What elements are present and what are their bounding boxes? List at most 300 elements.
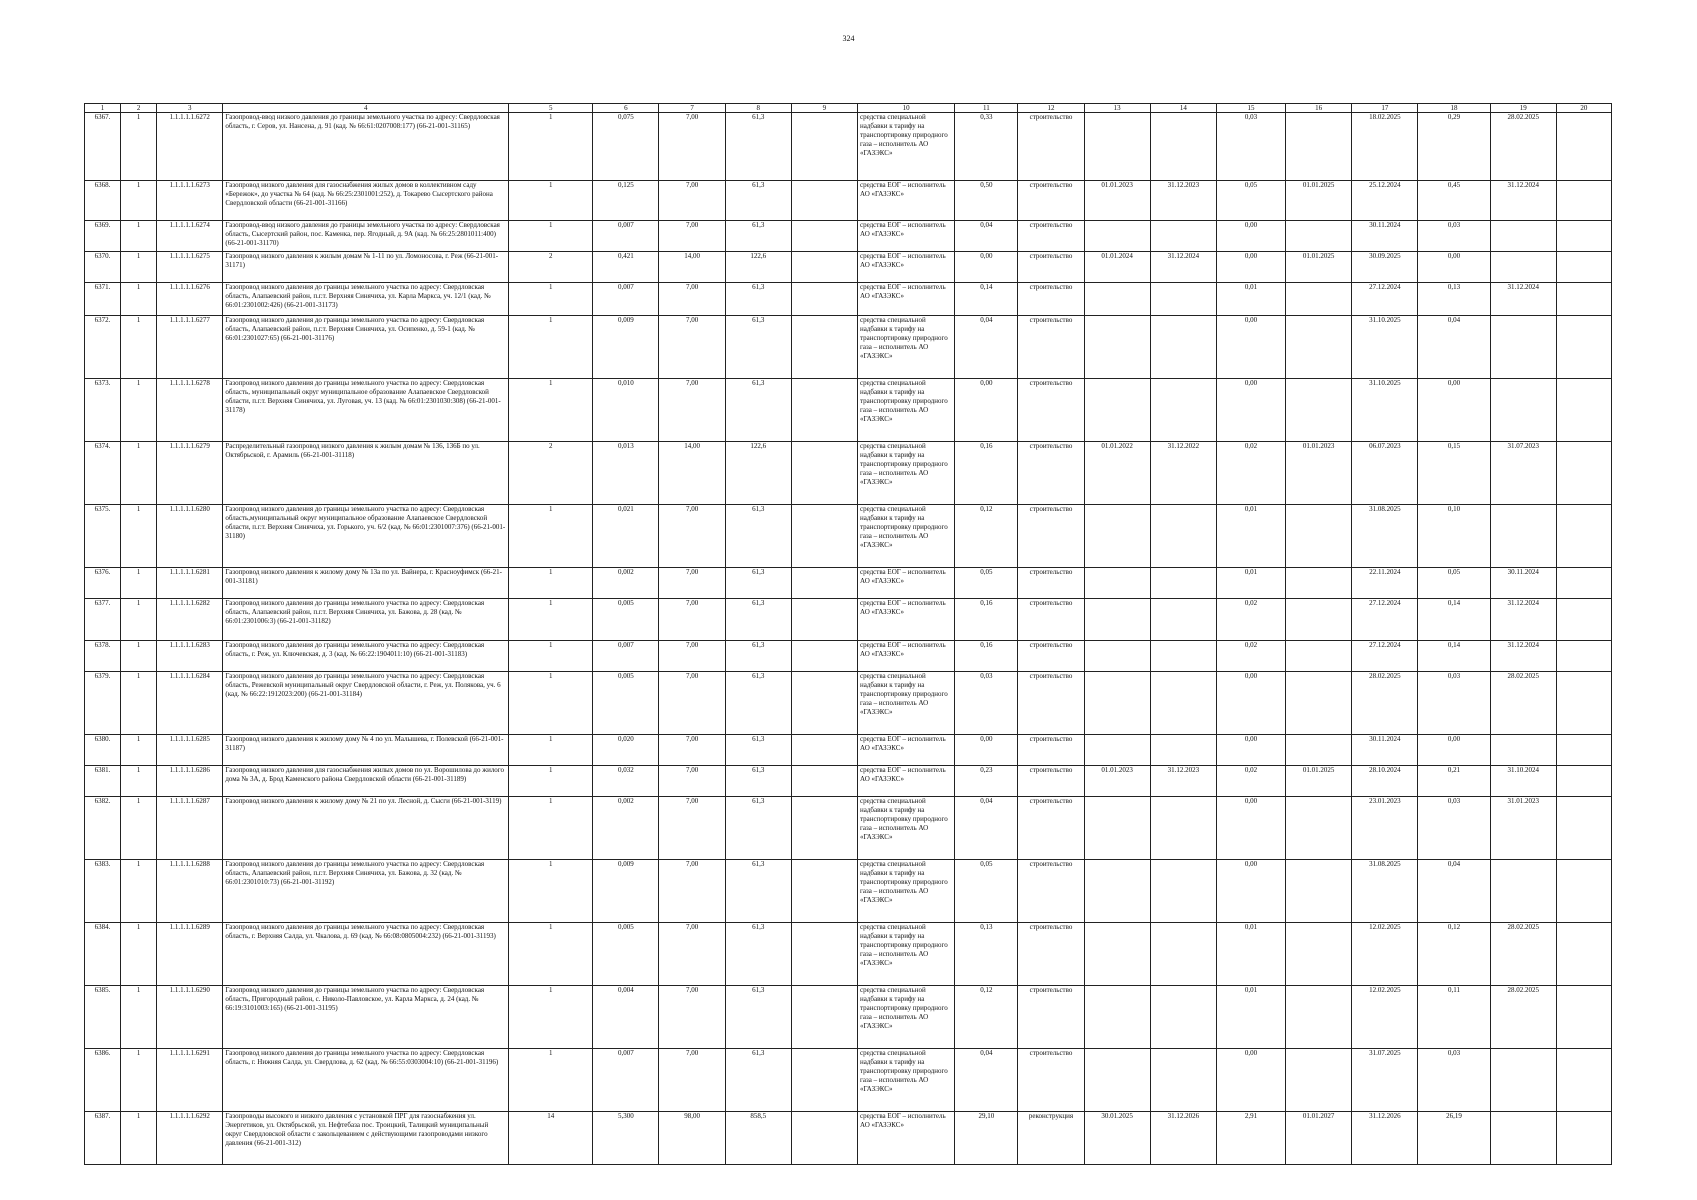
funding-source-cell: средства ЕОГ – исполнитель АО «ГАЗЭКС» xyxy=(858,181,955,221)
col-2-cell: 1 xyxy=(121,181,157,221)
col-20-cell xyxy=(1556,252,1611,283)
work-type-cell: строительство xyxy=(1018,735,1084,766)
object-name-cell: Газопроводы высокого и низкого давления с установкой ПРГ для газоснабжения ул. Энергетиков, ул. Октябрьской, ул. Нефтебаза пос. Троицкий, Талицкий муниципальный округ Свердловской области с закольцеванием с действующими газопроводами низкого давления (66-21-001-312) xyxy=(223,1112,509,1165)
end-date-cell xyxy=(1150,986,1216,1049)
date-19-cell xyxy=(1490,316,1556,379)
date-19-cell: 31.12.2024 xyxy=(1490,181,1556,221)
col-2-cell: 1 xyxy=(121,316,157,379)
row-number-cell: 6383. xyxy=(85,860,121,923)
col-11-cell: 0,00 xyxy=(955,252,1018,283)
col-11-cell: 0,23 xyxy=(955,766,1018,797)
object-code-cell: 1.1.1.1.1.6290 xyxy=(157,986,223,1049)
row-number-cell: 6382. xyxy=(85,797,121,860)
date-19-cell xyxy=(1490,379,1556,442)
end-date-cell: 31.12.2023 xyxy=(1150,766,1216,797)
row-number-cell: 6372. xyxy=(85,316,121,379)
date-19-cell: 31.12.2024 xyxy=(1490,599,1556,641)
row-number-cell: 6379. xyxy=(85,672,121,735)
col-18-cell: 0,14 xyxy=(1418,641,1490,672)
work-type-cell: строительство xyxy=(1018,568,1084,599)
col-18-cell: 0,03 xyxy=(1418,672,1490,735)
work-type-cell: строительство xyxy=(1018,599,1084,641)
col-11-cell: 0,16 xyxy=(955,599,1018,641)
row-number-cell: 6369. xyxy=(85,221,121,252)
funding-source-cell: средства ЕОГ – исполнитель АО «ГАЗЭКС» xyxy=(858,568,955,599)
col-8-cell: 61,3 xyxy=(725,283,791,316)
col-7-cell: 7,00 xyxy=(659,379,725,442)
col-9-cell xyxy=(791,672,857,735)
col-7-cell: 7,00 xyxy=(659,797,725,860)
col-5-cell: 1 xyxy=(509,505,593,568)
table-row xyxy=(85,797,1612,860)
date-17-cell: 18.02.2025 xyxy=(1352,113,1418,181)
object-name-cell: Газопровод низкого давления к жилому дому № 21 по ул. Лесной, д. Сысги (66-21-001-3119) xyxy=(223,797,509,860)
col-15-cell: 0,00 xyxy=(1216,221,1285,252)
col-2-cell: 1 xyxy=(121,252,157,283)
column-header-2: 2 xyxy=(121,104,157,113)
table-row xyxy=(85,505,1612,568)
col-15-cell: 0,00 xyxy=(1216,735,1285,766)
col-8-cell: 61,3 xyxy=(725,316,791,379)
col-20-cell xyxy=(1556,505,1611,568)
object-name-cell: Газопровод низкого давления до границы земельного участка по адресу: Свердловская область, г. Реж, ул. Ключевская, д. 3 (кад. № 66:22:1904011:10) (66-21-001-31183) xyxy=(223,641,509,672)
col-11-cell: 0,50 xyxy=(955,181,1018,221)
col-11-cell: 29,10 xyxy=(955,1112,1018,1165)
date-19-cell: 30.11.2024 xyxy=(1490,568,1556,599)
start-date-cell xyxy=(1084,316,1150,379)
col-16-cell xyxy=(1286,735,1352,766)
funding-source-cell: средства специальной надбавки к тарифу на транспортировку природного газа – исполнитель АО «ГАЗЭКС» xyxy=(858,797,955,860)
row-number-cell: 6384. xyxy=(85,923,121,986)
date-19-cell xyxy=(1490,1049,1556,1112)
end-date-cell xyxy=(1150,221,1216,252)
col-9-cell xyxy=(791,505,857,568)
col-7-cell: 7,00 xyxy=(659,181,725,221)
col-20-cell xyxy=(1556,283,1611,316)
col-7-cell: 7,00 xyxy=(659,568,725,599)
page-number: 324 xyxy=(842,34,855,43)
start-date-cell: 01.01.2023 xyxy=(1084,766,1150,797)
col-6-cell: 0,002 xyxy=(593,568,659,599)
date-17-cell: 27.12.2024 xyxy=(1352,283,1418,316)
funding-source-cell: средства специальной надбавки к тарифу на транспортировку природного газа – исполнитель АО «ГАЗЭКС» xyxy=(858,113,955,181)
col-8-cell: 61,3 xyxy=(725,379,791,442)
col-6-cell: 0,005 xyxy=(593,923,659,986)
object-code-cell: 1.1.1.1.1.6287 xyxy=(157,797,223,860)
start-date-cell: 30.01.2025 xyxy=(1084,1112,1150,1165)
object-name-cell: Газопровод низкого давления до границы земельного участка по адресу: Свердловская область, г. Нижняя Салда, ул. Свердлова, д. 62 (кад. № 66:55:0303004:10) (66-21-001-31196) xyxy=(223,1049,509,1112)
col-8-cell: 61,3 xyxy=(725,221,791,252)
table-row xyxy=(85,1049,1612,1112)
funding-source-cell: средства ЕОГ – исполнитель АО «ГАЗЭКС» xyxy=(858,1112,955,1165)
col-20-cell xyxy=(1556,923,1611,986)
funding-source-cell: средства специальной надбавки к тарифу на транспортировку природного газа – исполнитель АО «ГАЗЭКС» xyxy=(858,923,955,986)
col-5-cell: 1 xyxy=(509,923,593,986)
row-number-cell: 6374. xyxy=(85,442,121,505)
date-17-cell: 28.02.2025 xyxy=(1352,672,1418,735)
date-19-cell xyxy=(1490,735,1556,766)
col-7-cell: 7,00 xyxy=(659,641,725,672)
col-7-cell: 7,00 xyxy=(659,735,725,766)
object-code-cell: 1.1.1.1.1.6281 xyxy=(157,568,223,599)
funding-source-cell: средства специальной надбавки к тарифу на транспортировку природного газа – исполнитель АО «ГАЗЭКС» xyxy=(858,316,955,379)
date-19-cell: 31.10.2024 xyxy=(1490,766,1556,797)
col-2-cell: 1 xyxy=(121,735,157,766)
column-header-3: 3 xyxy=(157,104,223,113)
object-name-cell: Газопровод низкого давления до границы земельного участка по адресу: Свердловская область, г. Верхняя Салда, ул. Чкалова, д. 69 (кад. № 66:08:0805004:232) (66-21-001-31193) xyxy=(223,923,509,986)
col-7-cell: 7,00 xyxy=(659,221,725,252)
col-16-cell: 01.01.2023 xyxy=(1286,442,1352,505)
end-date-cell xyxy=(1150,641,1216,672)
col-20-cell xyxy=(1556,568,1611,599)
col-20-cell xyxy=(1556,316,1611,379)
start-date-cell xyxy=(1084,860,1150,923)
column-header-14: 14 xyxy=(1150,104,1216,113)
col-18-cell: 0,00 xyxy=(1418,379,1490,442)
col-9-cell xyxy=(791,641,857,672)
column-header-11: 11 xyxy=(955,104,1018,113)
col-18-cell: 0,04 xyxy=(1418,860,1490,923)
col-11-cell: 0,16 xyxy=(955,442,1018,505)
end-date-cell xyxy=(1150,599,1216,641)
col-6-cell: 0,009 xyxy=(593,860,659,923)
col-2-cell: 1 xyxy=(121,1112,157,1165)
date-17-cell: 06.07.2023 xyxy=(1352,442,1418,505)
col-20-cell xyxy=(1556,672,1611,735)
col-15-cell: 0,02 xyxy=(1216,641,1285,672)
col-2-cell: 1 xyxy=(121,221,157,252)
funding-source-cell: средства ЕОГ – исполнитель АО «ГАЗЭКС» xyxy=(858,221,955,252)
col-5-cell: 1 xyxy=(509,766,593,797)
row-number-cell: 6378. xyxy=(85,641,121,672)
start-date-cell xyxy=(1084,379,1150,442)
col-20-cell xyxy=(1556,599,1611,641)
col-20-cell xyxy=(1556,1112,1611,1165)
work-type-cell: строительство xyxy=(1018,221,1084,252)
col-11-cell: 0,04 xyxy=(955,316,1018,379)
col-18-cell: 0,04 xyxy=(1418,316,1490,379)
start-date-cell xyxy=(1084,221,1150,252)
work-type-cell: строительство xyxy=(1018,505,1084,568)
object-code-cell: 1.1.1.1.1.6280 xyxy=(157,505,223,568)
col-16-cell xyxy=(1286,797,1352,860)
col-16-cell xyxy=(1286,641,1352,672)
col-7-cell: 98,00 xyxy=(659,1112,725,1165)
col-20-cell xyxy=(1556,379,1611,442)
table-row xyxy=(85,113,1612,181)
col-8-cell: 61,3 xyxy=(725,1049,791,1112)
col-16-cell xyxy=(1286,113,1352,181)
column-header-5: 5 xyxy=(509,104,593,113)
col-7-cell: 7,00 xyxy=(659,316,725,379)
date-17-cell: 12.02.2025 xyxy=(1352,923,1418,986)
end-date-cell xyxy=(1150,113,1216,181)
date-17-cell: 31.12.2026 xyxy=(1352,1112,1418,1165)
row-number-cell: 6377. xyxy=(85,599,121,641)
col-2-cell: 1 xyxy=(121,766,157,797)
column-header-17: 17 xyxy=(1352,104,1418,113)
col-7-cell: 7,00 xyxy=(659,599,725,641)
col-8-cell: 61,3 xyxy=(725,641,791,672)
col-6-cell: 0,007 xyxy=(593,641,659,672)
work-type-cell: строительство xyxy=(1018,283,1084,316)
col-20-cell xyxy=(1556,181,1611,221)
end-date-cell xyxy=(1150,735,1216,766)
column-header-19: 19 xyxy=(1490,104,1556,113)
col-18-cell: 0,00 xyxy=(1418,252,1490,283)
column-header-10: 10 xyxy=(858,104,955,113)
object-code-cell: 1.1.1.1.1.6285 xyxy=(157,735,223,766)
column-header-16: 16 xyxy=(1286,104,1352,113)
row-number-cell: 6386. xyxy=(85,1049,121,1112)
col-18-cell: 0,14 xyxy=(1418,599,1490,641)
col-18-cell: 0,10 xyxy=(1418,505,1490,568)
col-15-cell: 0,01 xyxy=(1216,568,1285,599)
col-15-cell: 0,05 xyxy=(1216,181,1285,221)
col-6-cell: 0,002 xyxy=(593,797,659,860)
col-20-cell xyxy=(1556,735,1611,766)
funding-source-cell: средства ЕОГ – исполнитель АО «ГАЗЭКС» xyxy=(858,283,955,316)
date-17-cell: 30.11.2024 xyxy=(1352,735,1418,766)
table-row xyxy=(85,181,1612,221)
col-8-cell: 61,3 xyxy=(725,797,791,860)
col-8-cell: 122,6 xyxy=(725,442,791,505)
start-date-cell xyxy=(1084,505,1150,568)
start-date-cell: 01.01.2024 xyxy=(1084,252,1150,283)
date-17-cell: 23.01.2023 xyxy=(1352,797,1418,860)
col-11-cell: 0,33 xyxy=(955,113,1018,181)
start-date-cell xyxy=(1084,797,1150,860)
col-7-cell: 7,00 xyxy=(659,860,725,923)
end-date-cell xyxy=(1150,923,1216,986)
col-5-cell: 1 xyxy=(509,221,593,252)
row-number-cell: 6387. xyxy=(85,1112,121,1165)
col-18-cell: 0,03 xyxy=(1418,1049,1490,1112)
work-type-cell: строительство xyxy=(1018,181,1084,221)
col-6-cell: 0,005 xyxy=(593,599,659,641)
col-7-cell: 14,00 xyxy=(659,252,725,283)
funding-source-cell: средства специальной надбавки к тарифу на транспортировку природного газа – исполнитель АО «ГАЗЭКС» xyxy=(858,379,955,442)
col-7-cell: 7,00 xyxy=(659,283,725,316)
date-19-cell xyxy=(1490,252,1556,283)
col-2-cell: 1 xyxy=(121,283,157,316)
col-20-cell xyxy=(1556,113,1611,181)
col-16-cell: 01.01.2025 xyxy=(1286,766,1352,797)
col-18-cell: 0,05 xyxy=(1418,568,1490,599)
col-6-cell: 0,004 xyxy=(593,986,659,1049)
col-9-cell xyxy=(791,221,857,252)
column-header-12: 12 xyxy=(1018,104,1084,113)
column-header-13: 13 xyxy=(1084,104,1150,113)
col-15-cell: 0,01 xyxy=(1216,505,1285,568)
col-6-cell: 0,125 xyxy=(593,181,659,221)
col-9-cell xyxy=(791,860,857,923)
col-16-cell xyxy=(1286,1049,1352,1112)
date-19-cell: 31.12.2024 xyxy=(1490,283,1556,316)
end-date-cell: 31.12.2023 xyxy=(1150,181,1216,221)
start-date-cell xyxy=(1084,986,1150,1049)
date-17-cell: 22.11.2024 xyxy=(1352,568,1418,599)
date-19-cell xyxy=(1490,505,1556,568)
col-5-cell: 1 xyxy=(509,641,593,672)
column-header-7: 7 xyxy=(659,104,725,113)
end-date-cell xyxy=(1150,672,1216,735)
col-11-cell: 0,00 xyxy=(955,379,1018,442)
col-20-cell xyxy=(1556,1049,1611,1112)
end-date-cell: 31.12.2022 xyxy=(1150,442,1216,505)
work-type-cell: строительство xyxy=(1018,672,1084,735)
object-name-cell: Газопровод низкого давления до границы земельного участка по адресу: Свердловская область, Режевской муниципальный округ Свердловской области, г. Реж, ул. Полякова, уч. 6 (кад. № 66:22:1912023:200) (66-21-001-31184) xyxy=(223,672,509,735)
col-15-cell: 0,02 xyxy=(1216,442,1285,505)
funding-source-cell: средства ЕОГ – исполнитель АО «ГАЗЭКС» xyxy=(858,599,955,641)
col-5-cell: 1 xyxy=(509,379,593,442)
col-9-cell xyxy=(791,1112,857,1165)
start-date-cell xyxy=(1084,923,1150,986)
col-9-cell xyxy=(791,797,857,860)
object-code-cell: 1.1.1.1.1.6279 xyxy=(157,442,223,505)
column-header-15: 15 xyxy=(1216,104,1285,113)
col-5-cell: 1 xyxy=(509,283,593,316)
col-15-cell: 0,02 xyxy=(1216,766,1285,797)
col-5-cell: 2 xyxy=(509,252,593,283)
col-9-cell xyxy=(791,181,857,221)
col-18-cell: 26,19 xyxy=(1418,1112,1490,1165)
col-9-cell xyxy=(791,1049,857,1112)
col-6-cell: 0,021 xyxy=(593,505,659,568)
col-5-cell: 1 xyxy=(509,735,593,766)
funding-source-cell: средства ЕОГ – исполнитель АО «ГАЗЭКС» xyxy=(858,641,955,672)
col-16-cell xyxy=(1286,860,1352,923)
end-date-cell: 31.12.2026 xyxy=(1150,1112,1216,1165)
object-name-cell: Газопровод низкого давления к жилым домам № 1-11 по ул. Ломоносова, г. Реж (66-21-001-31171) xyxy=(223,252,509,283)
col-8-cell: 61,3 xyxy=(725,860,791,923)
object-name-cell: Газопровод низкого давления для газоснабжения жилых домов по ул. Ворошилова до жилого дома № 3А, д. Брод Каменского района Свердловской области (66-21-001-31189) xyxy=(223,766,509,797)
col-15-cell: 0,01 xyxy=(1216,923,1285,986)
col-15-cell: 0,00 xyxy=(1216,316,1285,379)
col-8-cell: 61,3 xyxy=(725,766,791,797)
funding-source-cell: средства специальной надбавки к тарифу на транспортировку природного газа – исполнитель АО «ГАЗЭКС» xyxy=(858,442,955,505)
col-18-cell: 0,29 xyxy=(1418,113,1490,181)
row-number-cell: 6370. xyxy=(85,252,121,283)
funding-source-cell: средства специальной надбавки к тарифу на транспортировку природного газа – исполнитель АО «ГАЗЭКС» xyxy=(858,860,955,923)
col-2-cell: 1 xyxy=(121,379,157,442)
col-20-cell xyxy=(1556,641,1611,672)
date-17-cell: 30.11.2024 xyxy=(1352,221,1418,252)
col-15-cell: 0,00 xyxy=(1216,860,1285,923)
col-20-cell xyxy=(1556,860,1611,923)
col-8-cell: 61,3 xyxy=(725,672,791,735)
col-18-cell: 0,03 xyxy=(1418,221,1490,252)
date-17-cell: 30.09.2025 xyxy=(1352,252,1418,283)
col-11-cell: 0,05 xyxy=(955,860,1018,923)
col-5-cell: 1 xyxy=(509,1049,593,1112)
date-19-cell: 28.02.2025 xyxy=(1490,672,1556,735)
col-6-cell: 0,032 xyxy=(593,766,659,797)
work-type-cell: строительство xyxy=(1018,797,1084,860)
col-8-cell: 61,3 xyxy=(725,986,791,1049)
col-2-cell: 1 xyxy=(121,641,157,672)
col-15-cell: 0,01 xyxy=(1216,986,1285,1049)
end-date-cell xyxy=(1150,505,1216,568)
col-6-cell: 0,013 xyxy=(593,442,659,505)
col-16-cell: 01.01.2025 xyxy=(1286,252,1352,283)
col-11-cell: 0,12 xyxy=(955,505,1018,568)
row-number-cell: 6375. xyxy=(85,505,121,568)
col-11-cell: 0,04 xyxy=(955,221,1018,252)
funding-source-cell: средства ЕОГ – исполнитель АО «ГАЗЭКС» xyxy=(858,252,955,283)
table-row xyxy=(85,1112,1612,1165)
col-2-cell: 1 xyxy=(121,860,157,923)
column-header-1: 1 xyxy=(85,104,121,113)
work-type-cell: строительство xyxy=(1018,316,1084,379)
col-18-cell: 0,12 xyxy=(1418,923,1490,986)
col-6-cell: 0,007 xyxy=(593,283,659,316)
col-2-cell: 1 xyxy=(121,672,157,735)
work-type-cell: реконструкция xyxy=(1018,1112,1084,1165)
col-11-cell: 0,03 xyxy=(955,672,1018,735)
col-11-cell: 0,12 xyxy=(955,986,1018,1049)
end-date-cell xyxy=(1150,283,1216,316)
work-type-cell: строительство xyxy=(1018,1049,1084,1112)
object-name-cell: Газопровод низкого давления к жилому дому № 13а по ул. Вайнера, г. Красноуфимск (66-21-001-31181) xyxy=(223,568,509,599)
object-code-cell: 1.1.1.1.1.6273 xyxy=(157,181,223,221)
start-date-cell xyxy=(1084,568,1150,599)
start-date-cell xyxy=(1084,1049,1150,1112)
col-6-cell: 0,007 xyxy=(593,1049,659,1112)
work-type-cell: строительство xyxy=(1018,986,1084,1049)
col-7-cell: 7,00 xyxy=(659,766,725,797)
col-9-cell xyxy=(791,735,857,766)
object-name-cell: Газопровод-ввод низкого давления до границы земельного участка по адресу: Свердловская область, г. Серов, ул. Нансена, д. 91 (кад. № 66:61:0207008:177) (66-21-001-31165) xyxy=(223,113,509,181)
row-number-cell: 6373. xyxy=(85,379,121,442)
date-17-cell: 12.02.2025 xyxy=(1352,986,1418,1049)
header-row xyxy=(85,104,1612,113)
date-17-cell: 27.12.2024 xyxy=(1352,641,1418,672)
funding-source-cell: средства ЕОГ – исполнитель АО «ГАЗЭКС» xyxy=(858,735,955,766)
object-code-cell: 1.1.1.1.1.6292 xyxy=(157,1112,223,1165)
object-name-cell: Газопровод низкого давления до границы земельного участка по адресу: Свердловская область, Алапаевский район, п.г.т. Верхняя Синячиха, ул. Бажова, д. 28 (кад. № 66:01:2301006:3) (66-21-001-31182) xyxy=(223,599,509,641)
col-11-cell: 0,04 xyxy=(955,797,1018,860)
col-7-cell: 7,00 xyxy=(659,986,725,1049)
col-20-cell xyxy=(1556,986,1611,1049)
col-9-cell xyxy=(791,283,857,316)
col-11-cell: 0,00 xyxy=(955,735,1018,766)
col-15-cell: 2,91 xyxy=(1216,1112,1285,1165)
date-17-cell: 31.07.2025 xyxy=(1352,1049,1418,1112)
work-type-cell: строительство xyxy=(1018,860,1084,923)
col-2-cell: 1 xyxy=(121,599,157,641)
col-7-cell: 7,00 xyxy=(659,1049,725,1112)
table-row xyxy=(85,221,1612,252)
col-2-cell: 1 xyxy=(121,568,157,599)
col-16-cell xyxy=(1286,568,1352,599)
col-16-cell xyxy=(1286,672,1352,735)
col-9-cell xyxy=(791,986,857,1049)
register-table xyxy=(84,103,1612,1165)
funding-source-cell: средства специальной надбавки к тарифу на транспортировку природного газа – исполнитель АО «ГАЗЭКС» xyxy=(858,1049,955,1112)
work-type-cell: строительство xyxy=(1018,379,1084,442)
col-9-cell xyxy=(791,568,857,599)
col-8-cell: 61,3 xyxy=(725,599,791,641)
object-code-cell: 1.1.1.1.1.6283 xyxy=(157,641,223,672)
col-6-cell: 0,020 xyxy=(593,735,659,766)
col-8-cell: 122,6 xyxy=(725,252,791,283)
col-2-cell: 1 xyxy=(121,986,157,1049)
col-5-cell: 1 xyxy=(509,860,593,923)
col-15-cell: 0,00 xyxy=(1216,379,1285,442)
col-15-cell: 0,00 xyxy=(1216,672,1285,735)
object-name-cell: Газопровод низкого давления до границы земельного участка по адресу: Свердловская область, Алапаевский район, п.г.т. Верхняя Синячиха, ул. Карла Маркса, уч. 12/1 (кад. № 66:01:2301002:426) (66-21-001-31173) xyxy=(223,283,509,316)
